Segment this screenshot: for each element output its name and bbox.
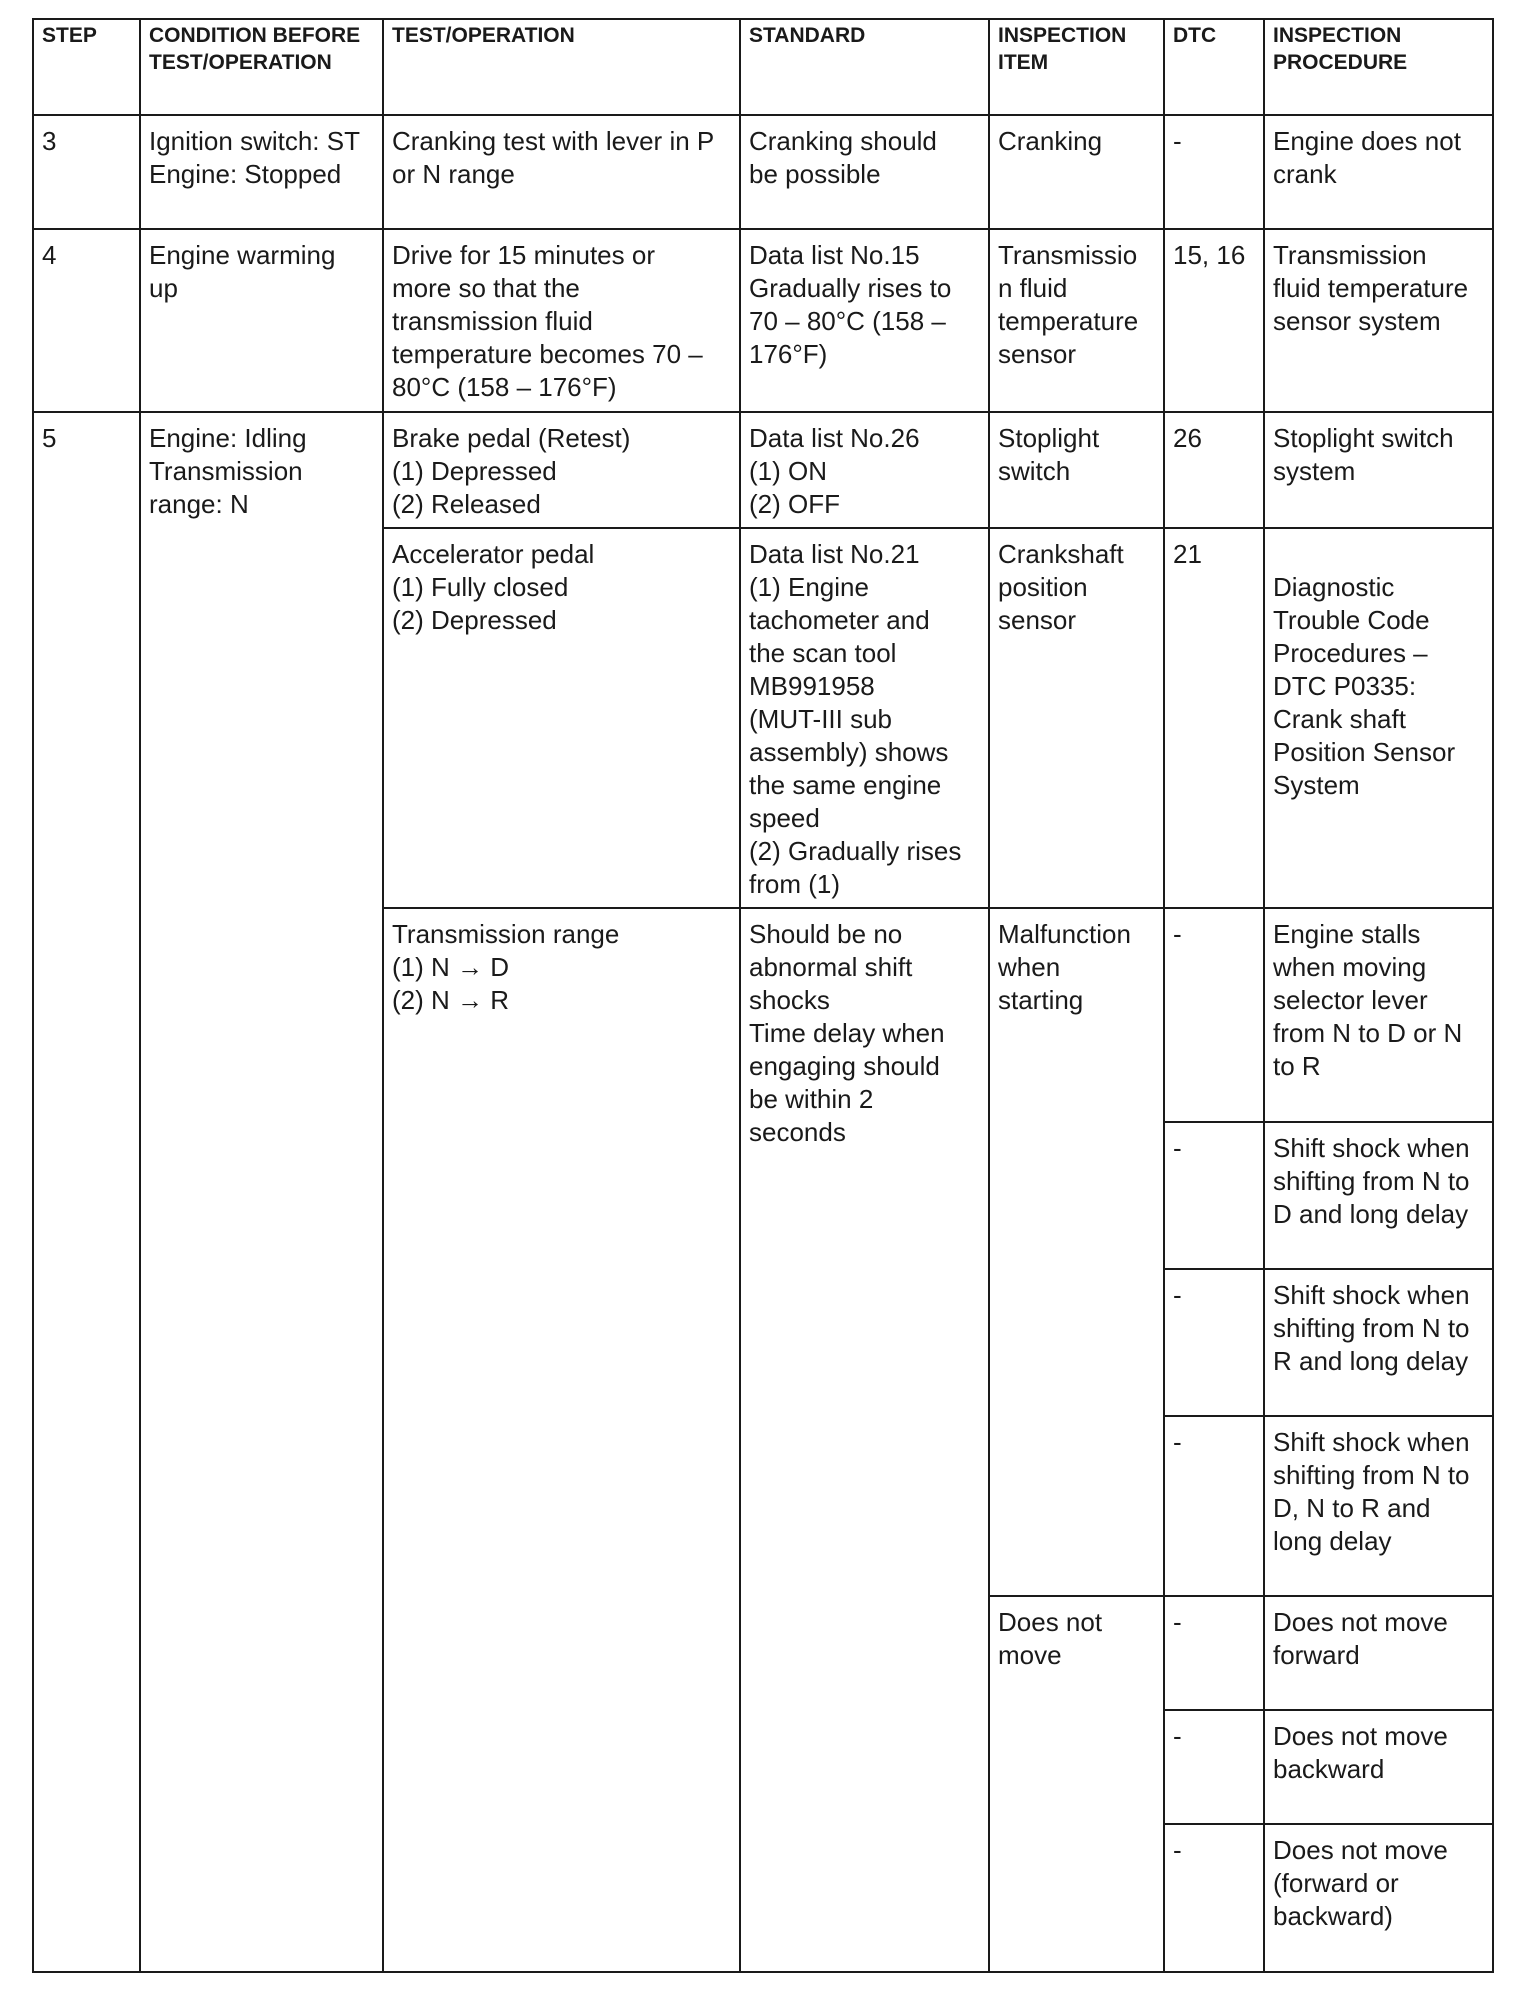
item-cell: Stoplight switch [989, 412, 1164, 528]
dtc-cell: - [1164, 1824, 1264, 1972]
procedure-cell: Stoplight switch system [1264, 412, 1493, 528]
item-cell: Cranking [989, 115, 1164, 229]
dtc-cell: - [1164, 1122, 1264, 1269]
item-cell: Transmissio n fluid temperature sensor [989, 229, 1164, 412]
step-cell: 4 [33, 229, 140, 412]
dtc-cell: 15, 16 [1164, 229, 1264, 412]
test-cell: Brake pedal (Retest) (1) Depressed (2) Released [383, 412, 740, 528]
step-cell: 3 [33, 115, 140, 229]
dtc-cell: - [1164, 115, 1264, 229]
standard-cell: Data list No.26 (1) ON (2) OFF [740, 412, 989, 528]
standard-cell: Cranking should be possible [740, 115, 989, 229]
inspection-table [32, 18, 1494, 1973]
header-step: STEP [33, 19, 140, 115]
header-item: INSPECTION ITEM [989, 19, 1164, 115]
procedure-cell: Engine stalls when moving selector lever from N to D or N to R [1264, 908, 1493, 1122]
dtc-cell: - [1164, 1596, 1264, 1710]
procedure-cell: Shift shock when shifting from N to D, N to R and long delay [1264, 1416, 1493, 1596]
dtc-cell: 21 [1164, 528, 1264, 908]
item-cell: Does not move [989, 1596, 1164, 1972]
procedure-cell: Shift shock when shifting from N to D and long delay [1264, 1122, 1493, 1269]
condition-cell: Engine warming up [140, 229, 383, 412]
standard-cell: Data list No.21 (1) Engine tachometer and the scan tool MB991958 (MUT-III sub assembly) shows the same engine speed (2) Gradually rises from (1) [740, 528, 989, 908]
test-cell: Accelerator pedal (1) Fully closed (2) Depressed [383, 528, 740, 908]
procedure-cell: Does not move backward [1264, 1710, 1493, 1824]
standard-cell: Data list No.15 Gradually rises to 70 – 80°C (158 – 176°F) [740, 229, 989, 412]
header-standard: STANDARD [740, 19, 989, 115]
dtc-cell: - [1164, 1416, 1264, 1596]
test-cell: Cranking test with lever in P or N range [383, 115, 740, 229]
test-cell: Drive for 15 minutes or more so that the transmission fluid temperature becomes 70 – 80°C (158 – 176°F) [383, 229, 740, 412]
header-condition: CONDITION BEFORE TEST/OPERATION [140, 19, 383, 115]
procedure-cell: Does not move (forward or backward) [1264, 1824, 1493, 1972]
condition-cell: Engine: Idling Transmission range: N [140, 412, 383, 1972]
procedure-cell: Transmission fluid temperature sensor system [1264, 229, 1493, 412]
standard-cell: Should be no abnormal shift shocks Time delay when engaging should be within 2 seconds [740, 908, 989, 1972]
header-dtc: DTC [1164, 19, 1264, 115]
header-test: TEST/OPERATION [383, 19, 740, 115]
procedure-cell: Does not move forward [1264, 1596, 1493, 1710]
step-cell: 5 [33, 412, 140, 1972]
test-cell: Transmission range (1) N → D (2) N → R [383, 908, 740, 1972]
table-row [33, 412, 1493, 528]
table-row [33, 115, 1493, 229]
dtc-cell: 26 [1164, 412, 1264, 528]
condition-cell: Ignition switch: ST Engine: Stopped [140, 115, 383, 229]
dtc-cell: - [1164, 1269, 1264, 1416]
dtc-cell: - [1164, 1710, 1264, 1824]
item-cell: Malfunction when starting [989, 908, 1164, 1596]
procedure-cell: Diagnostic Trouble Code Procedures – DTC P0335: Crank shaft Position Sensor System [1264, 528, 1493, 908]
item-cell: Crankshaft position sensor [989, 528, 1164, 908]
header-procedure: INSPECTION PROCEDURE [1264, 19, 1493, 115]
header-row [33, 19, 1493, 115]
table-row [33, 229, 1493, 412]
procedure-cell: Engine does not crank [1264, 115, 1493, 229]
procedure-cell: Shift shock when shifting from N to R and long delay [1264, 1269, 1493, 1416]
dtc-cell: - [1164, 908, 1264, 1122]
